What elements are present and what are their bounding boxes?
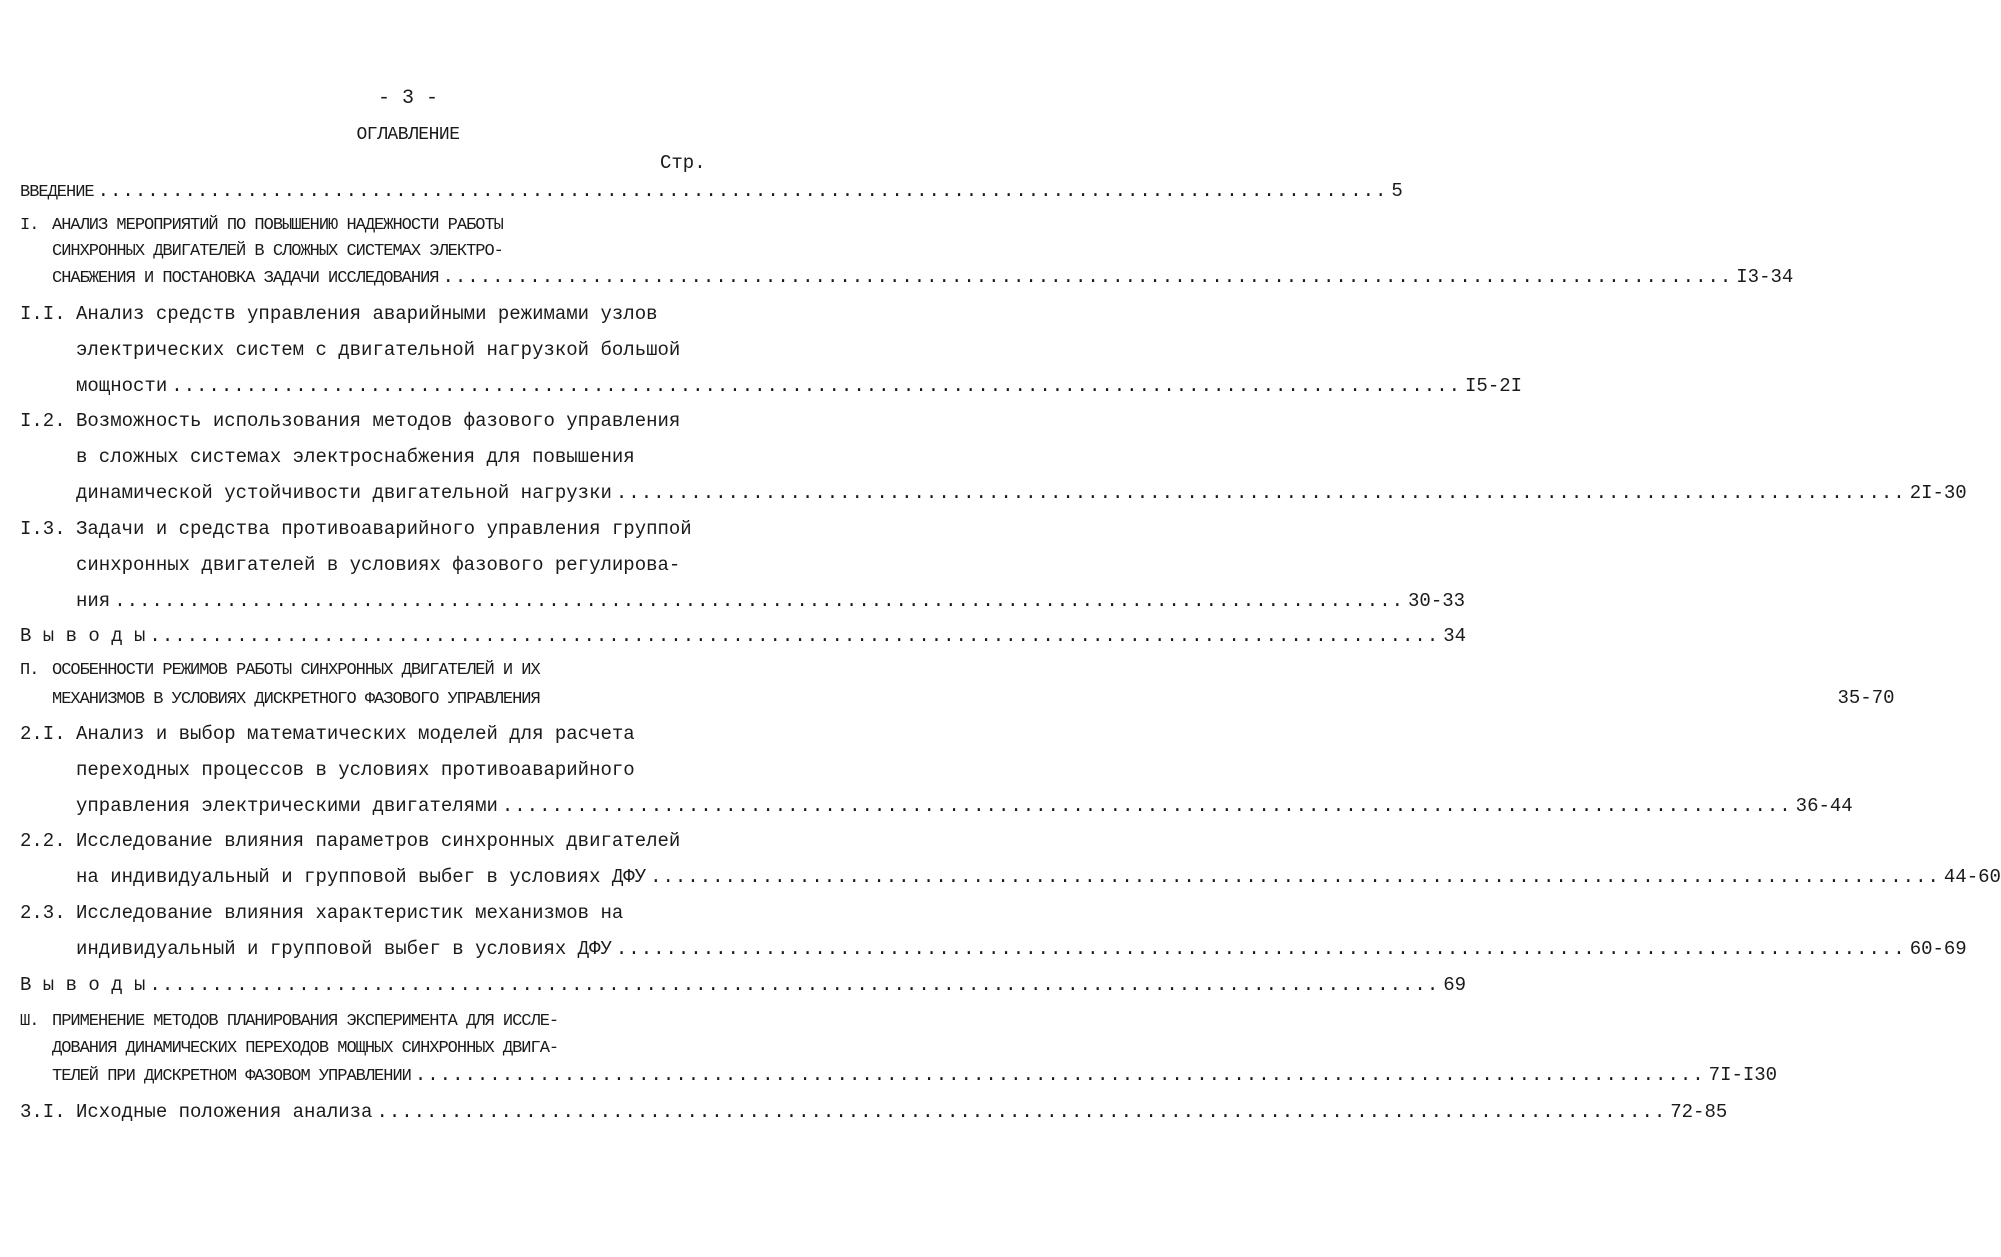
toc-entry-line: ТЕЛЕЙ ПРИ ДИСКРЕТНОМ ФАЗОВОМ УПРАВЛЕНИИ: [52, 1067, 411, 1086]
toc-entry-number: 2.I.: [20, 723, 66, 745]
toc-entry-pages: 2I-30: [1909, 482, 1967, 504]
toc-entry-line: синхронных двигателей в условиях фазового регулирова-: [76, 554, 681, 576]
toc-entry-s2-2[interactable]: [76, 866, 2001, 888]
toc-entry-pages: 72-85: [1670, 1101, 1728, 1123]
toc-entry-pages: I3-34: [1736, 266, 1794, 288]
page-column-label: Стр.: [660, 152, 706, 174]
leader-dots: ........................................................................................................: [114, 590, 1405, 612]
toc-entry-line: в сложных системах электроснабжения для повышения: [76, 446, 635, 468]
leader-dots: ........................................................................................................: [149, 625, 1440, 647]
leader-dots: ........................................................................................................: [376, 1101, 1667, 1123]
toc-entry-title: В ы в о д ы: [20, 625, 146, 647]
toc-entry-line: ОСОБЕННОСТИ РЕЖИМОВ РАБОТЫ СИНХРОННЫХ ДВИГАТЕЛЕЙ И ИХ: [52, 661, 540, 680]
leader-dots: ........................................................................................................: [149, 974, 1440, 996]
leader-dots: ........................................................................................................: [414, 1064, 1705, 1086]
toc-entry-number: 3.I.: [20, 1101, 66, 1123]
toc-entry-line: индивидуальный и групповой выбег в условиях ДФУ: [76, 938, 612, 960]
toc-entry-pages: 30-33: [1408, 590, 1466, 612]
toc-entry-number: I.I.: [20, 303, 66, 325]
toc-entry-line: динамической устойчивости двигательной нагрузки: [76, 482, 612, 504]
toc-entry-number: П.: [20, 661, 39, 680]
toc-entry-pages: 35-70: [1837, 687, 1895, 709]
toc-entry-line: СНАБЖЕНИЯ И ПОСТАНОВКА ЗАДАЧИ ИССЛЕДОВАНИЯ: [52, 269, 439, 288]
toc-entry-pages: I5-2I: [1465, 375, 1523, 397]
toc-entry-line: Анализ средств управления аварийными режимами узлов: [76, 303, 658, 325]
toc-entry-pages: 36-44: [1795, 795, 1853, 817]
toc-entry-s1-2[interactable]: [76, 482, 1967, 504]
toc-entry-pages: 5: [1391, 180, 1403, 202]
toc-entry-s2-1[interactable]: [76, 795, 1853, 817]
toc-entry-pages: 69: [1443, 974, 1467, 996]
toc-entry-s2-3[interactable]: [76, 938, 1967, 960]
toc-entry-line: Исследование влияния характеристик механизмов на: [76, 902, 624, 924]
leader-dots: ........................................................................................................: [615, 938, 1906, 960]
toc-entry-line: МЕХАНИЗМОВ В УСЛОВИЯХ ДИСКРЕТНОГО ФАЗОВОГО УПРАВЛЕНИЯ: [52, 690, 540, 709]
toc-entry-number: I.3.: [20, 518, 66, 540]
leader-dots: ........................................................................................................: [650, 866, 1940, 888]
toc-entry-number: 2.3.: [20, 902, 66, 924]
toc-entry-line: управления электрическими двигателями: [76, 795, 498, 817]
toc-entry-title: В ы в о д ы: [20, 974, 146, 996]
page-number: - 3 -: [377, 87, 438, 110]
toc-entry-conclusions-1[interactable]: [20, 625, 1467, 647]
toc-entry-s1-3[interactable]: [76, 590, 1466, 612]
toc-entry-line: Возможность использования методов фазового управления: [76, 410, 681, 432]
leader-dots: ........................................................................................................: [442, 266, 1733, 288]
toc-entry-line: на индивидуальный и групповой выбег в условиях ДФУ: [76, 866, 647, 888]
toc-entry-ch1[interactable]: [52, 266, 1794, 290]
toc-entry-conclusions-2[interactable]: [20, 974, 1467, 996]
toc-entry-number: 2.2.: [20, 830, 66, 852]
toc-entry-line: Анализ и выбор математических моделей для расчета: [76, 723, 635, 745]
toc-entry-line: ДОВАНИЯ ДИНАМИЧЕСКИХ ПЕРЕХОДОВ МОЩНЫХ СИНХРОННЫХ ДВИГА-: [52, 1039, 559, 1058]
leader-dots: ........................................................................................................: [97, 180, 1388, 202]
toc-entry-number: Ш.: [20, 1012, 39, 1031]
toc-entry-line: ПРИМЕНЕНИЕ МЕТОДОВ ПЛАНИРОВАНИЯ ЭКСПЕРИМЕНТА ДЛЯ ИССЛЕ-: [52, 1012, 559, 1031]
toc-entry-pages: 60-69: [1909, 938, 1967, 960]
toc-entry-line: Исходные положения анализа: [76, 1101, 373, 1123]
toc-entry-line: Задачи и средства противоаварийного управления группой: [76, 518, 692, 540]
toc-entry-ch2[interactable]: [52, 687, 1895, 711]
toc-entry-ch3[interactable]: [52, 1064, 1778, 1088]
leader-dots: ........................................................................................................: [171, 375, 1462, 397]
toc-entry-pages: 7I-I30: [1708, 1064, 1778, 1086]
toc-entry-number: I.2.: [20, 410, 66, 432]
page-title: ОГЛАВЛЕНИЕ: [356, 125, 460, 145]
toc-entry-line: СИНХРОННЫХ ДВИГАТЕЛЕЙ В СЛОЖНЫХ СИСТЕМАХ ЭЛЕКТРО-: [52, 242, 503, 261]
toc-entry-number: I.: [20, 216, 39, 235]
toc-entry-line: Исследование влияния параметров синхронных двигателей: [76, 830, 681, 852]
leader-dots: ........................................................................................................: [615, 482, 1906, 504]
toc-entry-line: ния: [76, 590, 111, 612]
toc-entry-line: электрических систем с двигательной нагрузкой большой: [76, 339, 681, 361]
leader-dots: ........................................................................................................: [501, 795, 1792, 817]
toc-entry-s1-1[interactable]: [76, 375, 1523, 397]
toc-entry-s3-1[interactable]: [76, 1101, 1728, 1123]
toc-entry-intro[interactable]: [20, 180, 1403, 204]
toc-entry-pages: 34: [1443, 625, 1467, 647]
toc-entry-line: мощности: [76, 375, 168, 397]
toc-entry-title: ВВЕДЕНИЕ: [20, 183, 94, 202]
toc-entry-line: переходных процессов в условиях противоаварийного: [76, 759, 635, 781]
toc-entry-pages: 44-60: [1943, 866, 2001, 888]
toc-entry-line: АНАЛИЗ МЕРОПРИЯТИЙ ПО ПОВЫШЕНИЮ НАДЕЖНОСТИ РАБОТЫ: [52, 216, 503, 235]
